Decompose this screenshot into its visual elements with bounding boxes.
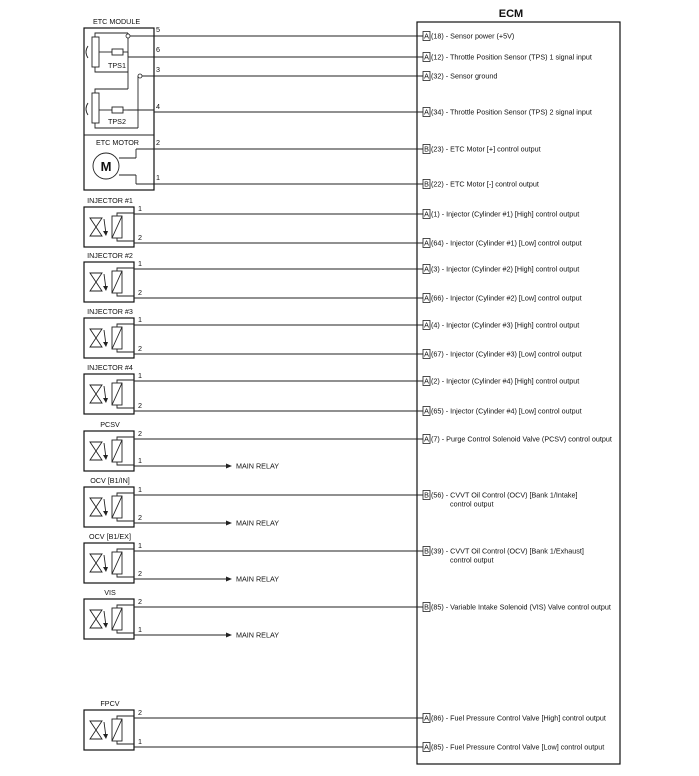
ecm-block: [417, 8, 620, 764]
etc-motor-symbol: M: [100, 159, 112, 174]
ecm-pin-description: (23) - ETC Motor [+] control output: [431, 144, 541, 154]
component-pin-top: 1: [138, 259, 142, 268]
ecm-pin-description: (22) - ETC Motor [-] control output: [431, 179, 539, 189]
solenoid-component: [84, 532, 423, 584]
component-pin-top: 2: [138, 708, 142, 717]
ecm-connector-letter: B: [424, 602, 429, 612]
main-relay-label: MAIN RELAY: [236, 518, 280, 528]
ecm-pin-description: (56) - CVVT Oil Control (OCV) [Bank 1/Intake]: [431, 490, 578, 500]
ecm-connector-letter: A: [424, 320, 429, 330]
ecm-pin: [423, 210, 579, 219]
etc-pin-3: 3: [156, 65, 160, 74]
component-pin-top: 1: [138, 371, 142, 380]
ecm-pin: [423, 108, 592, 117]
ecm-pin: [423, 743, 604, 752]
component-pin-bottom: 2: [138, 288, 142, 297]
ecm-pin-description: (34) - Throttle Position Sensor (TPS) 2 signal input: [431, 107, 592, 117]
ecm-connector-letter: A: [424, 742, 429, 752]
ecm-connector-letter: A: [424, 209, 429, 219]
ecm-pin-description: (65) - Injector (Cylinder #4) [Low] control output: [431, 406, 582, 416]
component-pin-bottom: 2: [138, 513, 142, 522]
etc-motor-label: ETC MOTOR: [96, 138, 139, 147]
component-pin-top: 1: [138, 541, 142, 550]
solenoid-component: [84, 476, 423, 528]
ecm-connector-letter: A: [424, 71, 429, 81]
ecm-connector-letter: B: [424, 490, 429, 500]
ecm-pin-description: (12) - Throttle Position Sensor (TPS) 1 signal input: [431, 52, 592, 62]
main-relay-label: MAIN RELAY: [236, 630, 280, 640]
solenoid-component: [84, 307, 423, 358]
ecm-pin: [423, 407, 582, 416]
ecm-connector-letter: B: [424, 144, 429, 154]
ecm-pin-description: (7) - Purge Control Solenoid Valve (PCSV) control output: [431, 434, 612, 444]
etc-pin-5: 5: [156, 25, 160, 34]
component-pin-bottom: 1: [138, 625, 142, 634]
solenoid-component: [84, 588, 423, 640]
component-pin-top: 1: [138, 315, 142, 324]
ecm-pin: [423, 180, 539, 189]
component-label: OCV [B1/EX]: [89, 532, 131, 541]
ecm-connector-letter: A: [424, 238, 429, 248]
ecm-pin-description: (4) - Injector (Cylinder #3) [High] control output: [431, 320, 580, 330]
ecm-pin-description: (86) - Fuel Pressure Control Valve [High] control output: [431, 713, 606, 723]
ecm-pin-description: (32) - Sensor ground: [431, 71, 498, 81]
ecm-outline: [417, 22, 620, 764]
main-relay-label: MAIN RELAY: [236, 574, 280, 584]
tps2-label: TPS2: [108, 117, 126, 126]
component-label: INJECTOR #2: [87, 251, 133, 260]
component-label: VIS: [104, 588, 116, 597]
ecm-pin: [423, 239, 582, 248]
etc-pin-1: 1: [156, 173, 160, 182]
component-label: PCSV: [100, 420, 120, 429]
component-pin-bottom: 2: [138, 569, 142, 578]
ecm-pin-description: (1) - Injector (Cylinder #1) [High] control output: [431, 209, 580, 219]
ecm-pin-description: (66) - Injector (Cylinder #2) [Low] control output: [431, 293, 582, 303]
ecm-pin: [423, 32, 514, 41]
ecm-connector-letter: A: [424, 31, 429, 41]
ecm-pin-description-line2: control output: [450, 499, 494, 509]
solenoid-component: [84, 363, 423, 414]
ecm-pin-description: (3) - Injector (Cylinder #2) [High] control output: [431, 264, 580, 274]
component-pin-bottom: 2: [138, 233, 142, 242]
component-label: INJECTOR #1: [87, 196, 133, 205]
ecm-title: ECM: [498, 8, 524, 20]
ecm-connector-letter: B: [424, 546, 429, 556]
ecm-pin-description: (2) - Injector (Cylinder #4) [High] control output: [431, 376, 580, 386]
component-label: INJECTOR #3: [87, 307, 133, 316]
ecm-pin-description: (67) - Injector (Cylinder #3) [Low] control output: [431, 349, 582, 359]
ecm-connector-letter: A: [424, 406, 429, 416]
component-pin-bottom: 2: [138, 401, 142, 410]
ecm-pin-description: (85) - Variable Intake Solenoid (VIS) Valve control output: [431, 602, 611, 612]
ecm-connector-letter: A: [424, 376, 429, 386]
component-pin-bottom: 2: [138, 344, 142, 353]
ecm-pin: [423, 294, 582, 303]
component-label: OCV [B1/IN]: [90, 476, 130, 485]
ecm-connector-letter: A: [424, 434, 429, 444]
ecm-connector-letter: A: [424, 293, 429, 303]
component-pin-bottom: 1: [138, 737, 142, 746]
ecm-pin-description: (64) - Injector (Cylinder #1) [Low] control output: [431, 238, 582, 248]
relay-arrow-icon: [226, 633, 232, 638]
solenoid-component: [84, 699, 423, 750]
tps1-label: TPS1: [108, 61, 126, 70]
solenoid-component: [84, 196, 423, 247]
ecm-pin: [423, 377, 579, 386]
ecm-pin: [423, 53, 592, 62]
component-pin-top: 2: [138, 597, 142, 606]
ecm-pin: [423, 72, 497, 81]
ecm-pin: [423, 435, 612, 444]
etc-pin-6: 6: [156, 45, 160, 54]
etc-wires: [119, 36, 423, 184]
ecm-connector-letter: A: [424, 264, 429, 274]
ecm-pin: [423, 145, 541, 154]
ecm-pin-description-line2: control output: [450, 555, 494, 565]
solenoid-component: [84, 420, 423, 471]
ecm-pin: [423, 714, 606, 723]
ecm-pin-description: (85) - Fuel Pressure Control Valve [Low] control output: [431, 742, 605, 752]
component-layer: [84, 196, 423, 750]
ecm-connector-letter: A: [424, 713, 429, 723]
etc-pin-2: 2: [156, 138, 160, 147]
solenoid-component: [84, 251, 423, 302]
ecm-connector-letter: A: [424, 52, 429, 62]
ecm-pin-description: (18) - Sensor power (+5V): [431, 31, 515, 41]
relay-arrow-icon: [226, 464, 232, 469]
etc-pin-4: 4: [156, 102, 160, 111]
ecm-connector-letter: A: [424, 349, 429, 359]
ecm-pin: [423, 603, 611, 612]
etc-module-label: ETC MODULE: [93, 17, 141, 26]
ecm-pin: [423, 350, 582, 359]
component-pin-bottom: 1: [138, 456, 142, 465]
component-pin-top: 1: [138, 485, 142, 494]
ecm-pin: [423, 321, 579, 330]
relay-arrow-icon: [226, 577, 232, 582]
ecm-pin: [423, 265, 579, 274]
relay-arrow-icon: [226, 521, 232, 526]
component-pin-top: 1: [138, 204, 142, 213]
ecm-pin-description: (39) - CVVT Oil Control (OCV) [Bank 1/Exhaust]: [431, 546, 584, 556]
ecm-connector-letter: B: [424, 179, 429, 189]
etc-module: [84, 17, 160, 190]
main-relay-label: MAIN RELAY: [236, 461, 280, 471]
component-label: INJECTOR #4: [87, 363, 133, 372]
ecm-connector-letter: A: [424, 107, 429, 117]
component-pin-top: 2: [138, 429, 142, 438]
component-label: FPCV: [100, 699, 120, 708]
